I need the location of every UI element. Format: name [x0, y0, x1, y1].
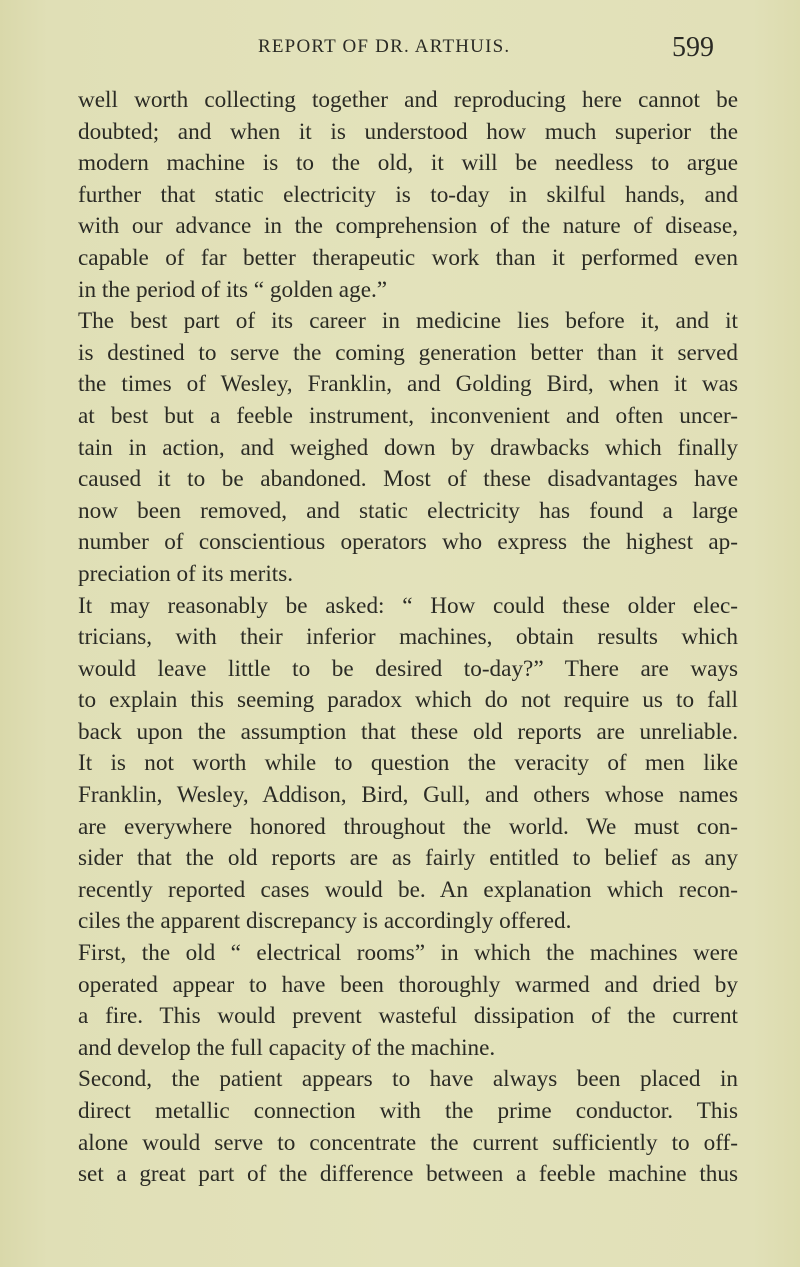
text-line: preciation of its merits.: [78, 560, 294, 587]
text-line: set a great part of the difference between a feeble machine thus: [78, 1161, 738, 1188]
running-head: REPORT OF DR. ARTHUIS.: [258, 36, 511, 57]
text-line: It is not worth while to question the veracity of men like: [78, 750, 738, 777]
text-line: with our advance in the comprehension of the nature of disease,: [78, 213, 738, 240]
text-line: to explain this seeming paradox which do not require us to fall: [78, 687, 738, 714]
text-line: is destined to serve the coming generation better than it served: [78, 339, 738, 366]
text-line: Franklin, Wesley, Addison, Bird, Gull, and others whose names: [78, 782, 738, 809]
text-line: the times of Wesley, Franklin, and Golding Bird, when it was: [78, 371, 738, 398]
text-line: well worth collecting together and reproducing here cannot be: [78, 87, 738, 113]
text-line: would leave little to be desired to-day?” There are ways: [78, 655, 738, 682]
text-line: further that static electricity is to-day in skilful hands, and: [78, 181, 738, 208]
text-line: operated appear to have been thoroughly warmed and dried by: [78, 971, 738, 998]
body-text: [78, 85, 738, 1191]
text-line: The best part of its career in medicine lies before it, and it: [78, 308, 738, 335]
text-line: are everywhere honored throughout the world. We must con-: [78, 813, 738, 840]
text-line: doubted; and when it is understood how much superior the: [78, 118, 738, 145]
text-line: tricians, with their inferior machines, obtain results which: [78, 624, 738, 651]
text-line: in the period of its “ golden age.”: [78, 276, 388, 303]
text-line: a fire. This would prevent wasteful dissipation of the current: [78, 1003, 738, 1030]
text-line: modern machine is to the old, it will be needless to argue: [78, 150, 738, 177]
text-line: number of conscientious operators who express the highest ap-: [78, 529, 738, 556]
text-line: direct metallic connection with the prime conductor. This: [78, 1098, 738, 1124]
text-line: alone would serve to concentrate the current sufficiently to off-: [78, 1129, 738, 1156]
text-line: recently reported cases would be. An explanation which recon-: [78, 876, 738, 903]
text-line: back upon the assumption that these old reports are unreliable.: [78, 718, 738, 745]
text-line: It may reasonably be asked: “ How could these older elec-: [78, 592, 738, 619]
text-line: ciles the apparent discrepancy is accordingly offered.: [78, 908, 572, 935]
page-header: [0, 34, 800, 74]
text-line: capable of far better therapeutic work than it performed even: [78, 244, 738, 271]
text-line: and develop the full capacity of the machine.: [78, 1034, 496, 1061]
text-line: at best but a feeble instrument, inconvenient and often uncer-: [78, 402, 738, 429]
text-line: caused it to be abandoned. Most of these disadvantages have: [78, 466, 738, 493]
text-line: tain in action, and weighed down by drawbacks which finally: [78, 434, 738, 461]
text-line: now been removed, and static electricity has found a large: [78, 497, 738, 524]
text-line: First, the old “ electrical rooms” in which the machines were: [78, 940, 738, 967]
text-line: sider that the old reports are as fairly entitled to belief as any: [78, 845, 738, 872]
text-line: Second, the patient appears to have always been placed in: [78, 1066, 738, 1093]
page-number: 599: [672, 32, 714, 63]
